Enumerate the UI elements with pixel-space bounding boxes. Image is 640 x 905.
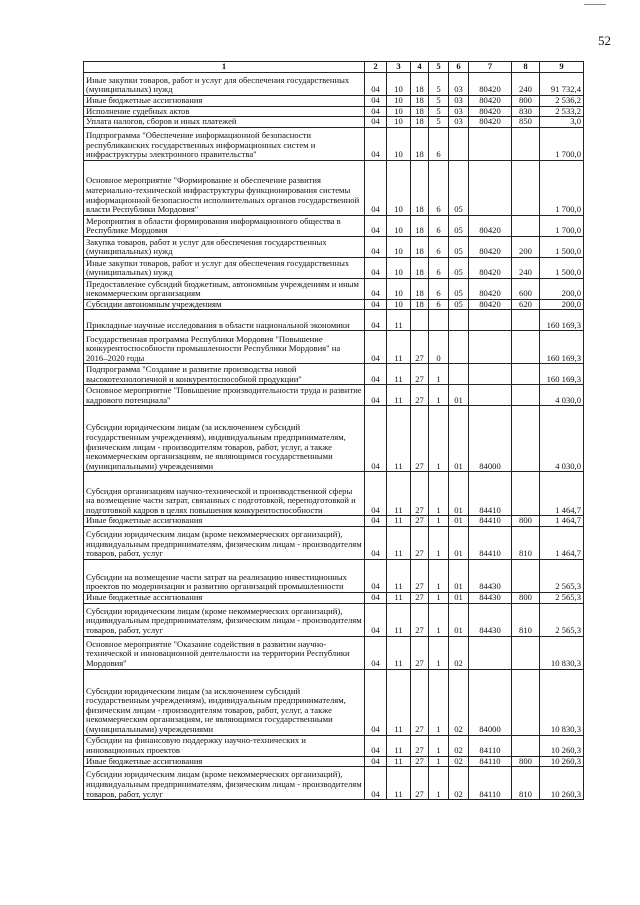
code-2-cell: 04 [365,127,387,160]
row-name-cell: Субсидии юридическим лицам (кроме некоммерческих организаций), индивидуальным предпринимателям, физическим лицам - производителям товаров, работ, услуг [84,526,365,559]
code-7-cell [469,385,512,406]
code-4-cell: 18 [411,236,429,257]
code-6-cell: 02 [449,636,469,669]
code-4-cell: 27 [411,472,429,516]
code-6-cell: 01 [449,603,469,636]
code-3-cell: 11 [387,331,411,364]
code-5-cell: 5 [429,117,449,128]
row-name-cell: Иные закупки товаров, работ и услуг для обеспечения государственных (муниципальных) нужд [84,73,365,96]
code-7-cell: 84410 [469,526,512,559]
code-8-cell [512,406,540,472]
code-6-cell: 03 [449,117,469,128]
code-3-cell: 11 [387,472,411,516]
row-name-cell: Субсидии на финансовую поддержку научно-технических и инновационных проектов [84,735,365,756]
table-row [84,636,584,669]
code-5-cell: 1 [429,603,449,636]
code-4-cell: 27 [411,385,429,406]
code-2-cell: 04 [365,236,387,257]
row-name-cell: Основное мероприятие "Повышение производительности труда и развитие кадрового потенциала" [84,385,365,406]
code-3-cell: 10 [387,299,411,310]
code-3-cell: 11 [387,735,411,756]
code-8-cell [512,669,540,735]
code-2-cell: 04 [365,385,387,406]
row-name-cell: Иные бюджетные ассигнования [84,592,365,603]
code-7-cell [469,160,512,215]
code-2-cell: 04 [365,278,387,299]
code-3-cell: 11 [387,364,411,385]
code-7-cell: 80420 [469,215,512,236]
row-name-cell: Субсидия организациям научно-технической и производственной сферы на возмещение части затрат, связанных с подготовкой, переподготовкой и подготовкой кадров в целях повышения конкурентоспособности [84,472,365,516]
code-8-cell [512,215,540,236]
code-6-cell: 05 [449,257,469,278]
code-5-cell: 6 [429,236,449,257]
code-6-cell: 01 [449,516,469,527]
code-8-cell: 800 [512,756,540,767]
amount-cell: 2 533,2 [540,106,584,117]
code-5-cell: 1 [429,636,449,669]
code-7-cell: 80420 [469,73,512,96]
code-8-cell [512,472,540,516]
table-row [84,73,584,96]
code-7-cell: 80420 [469,257,512,278]
table-body [84,73,584,800]
table-row [84,310,584,331]
amount-cell: 1 464,7 [540,472,584,516]
code-3-cell: 10 [387,278,411,299]
code-7-cell [469,636,512,669]
table-row [84,236,584,257]
code-8-cell [512,310,540,331]
code-7-cell: 84430 [469,603,512,636]
code-8-cell: 850 [512,117,540,128]
code-6-cell [449,331,469,364]
code-2-cell: 04 [365,756,387,767]
code-8-cell: 800 [512,96,540,107]
code-3-cell: 10 [387,96,411,107]
code-7-cell [469,310,512,331]
table-row [84,669,584,735]
code-3-cell: 11 [387,526,411,559]
code-7-cell: 84000 [469,669,512,735]
code-4-cell: 27 [411,516,429,527]
code-8-cell [512,127,540,160]
code-8-cell [512,559,540,592]
code-2-cell: 04 [365,96,387,107]
code-2-cell: 04 [365,603,387,636]
row-name-cell: Иные бюджетные ассигнования [84,516,365,527]
code-7-cell: 80420 [469,299,512,310]
code-8-cell: 240 [512,73,540,96]
code-6-cell: 01 [449,592,469,603]
code-7-cell [469,364,512,385]
table-row [84,767,584,800]
code-5-cell: 5 [429,73,449,96]
row-name-cell: Иные бюджетные ассигнования [84,756,365,767]
code-2-cell: 04 [365,106,387,117]
code-6-cell: 01 [449,526,469,559]
code-2-cell: 04 [365,310,387,331]
header-cell: 9 [540,62,584,73]
code-7-cell: 84110 [469,756,512,767]
code-5-cell: 1 [429,767,449,800]
code-4-cell: 18 [411,127,429,160]
table-row [84,364,584,385]
code-2-cell: 04 [365,592,387,603]
header-cell: 3 [387,62,411,73]
amount-cell: 10 260,3 [540,756,584,767]
code-7-cell: 84430 [469,592,512,603]
code-5-cell: 0 [429,331,449,364]
table-row [84,299,584,310]
amount-cell: 3,0 [540,117,584,128]
code-8-cell [512,735,540,756]
code-6-cell: 05 [449,299,469,310]
code-2-cell: 04 [365,636,387,669]
code-8-cell: 810 [512,603,540,636]
code-3-cell: 10 [387,160,411,215]
code-3-cell: 11 [387,767,411,800]
row-name-cell: Субсидии юридическим лицам (за исключением субсидий государственным учреждениям), индивидуальным предпринимателям, физическим лицам - производителям товаров, работ, услуг, а также некоммерческим организациям, не являющимся государственными (муниципальными) учреждениями [84,406,365,472]
amount-cell: 10 260,3 [540,767,584,800]
code-4-cell: 18 [411,299,429,310]
header-cell: 8 [512,62,540,73]
amount-cell: 1 500,0 [540,236,584,257]
code-8-cell: 240 [512,257,540,278]
code-3-cell: 11 [387,406,411,472]
row-name-cell: Иные бюджетные ассигнования [84,96,365,107]
table-row [84,215,584,236]
code-5-cell: 5 [429,96,449,107]
code-3-cell: 10 [387,106,411,117]
amount-cell: 160 169,3 [540,310,584,331]
code-6-cell: 02 [449,767,469,800]
code-3-cell: 11 [387,669,411,735]
header-cell: 1 [84,62,365,73]
code-8-cell [512,331,540,364]
table-row [84,96,584,107]
amount-cell: 4 030,0 [540,406,584,472]
row-name-cell: Подпрограмма "Создание и развитие производства новой высокотехнологичной и конкурентоспособной продукции" [84,364,365,385]
code-6-cell [449,127,469,160]
row-name-cell: Основное мероприятие "Формирование и обеспечение развития материально-технической инфраструктуры функционирования системы информационной безопасности исполнительных органов государственной власти Республики Мордовия" [84,160,365,215]
code-2-cell: 04 [365,117,387,128]
code-7-cell: 80420 [469,117,512,128]
code-8-cell: 810 [512,526,540,559]
code-5-cell: 1 [429,559,449,592]
code-4-cell: 27 [411,636,429,669]
code-6-cell: 01 [449,406,469,472]
code-4-cell: 18 [411,106,429,117]
row-name-cell: Подпрограмма "Обеспечение информационной безопасности республиканских государственных информационных систем и инфраструктуры электронного правительства" [84,127,365,160]
scan-mark [584,4,606,5]
table-row [84,127,584,160]
amount-cell: 2 565,3 [540,559,584,592]
code-2-cell: 04 [365,215,387,236]
table-row [84,278,584,299]
row-name-cell: Уплата налогов, сборов и иных платежей [84,117,365,128]
row-name-cell: Закупка товаров, работ и услуг для обеспечения государственных (муниципальных) нужд [84,236,365,257]
table-row [84,516,584,527]
table-row [84,117,584,128]
table-row [84,592,584,603]
table-row [84,106,584,117]
table-row [84,756,584,767]
code-6-cell: 05 [449,278,469,299]
code-2-cell: 04 [365,160,387,215]
amount-cell: 1 700,0 [540,160,584,215]
code-5-cell: 1 [429,756,449,767]
code-2-cell: 04 [365,767,387,800]
code-8-cell: 800 [512,516,540,527]
code-5-cell: 6 [429,299,449,310]
code-3-cell: 11 [387,603,411,636]
code-8-cell: 830 [512,106,540,117]
code-7-cell: 80420 [469,236,512,257]
amount-cell: 200,0 [540,278,584,299]
code-4-cell: 18 [411,73,429,96]
code-3-cell: 10 [387,127,411,160]
code-4-cell: 18 [411,160,429,215]
code-6-cell: 02 [449,669,469,735]
code-7-cell: 80420 [469,278,512,299]
code-5-cell: 1 [429,472,449,516]
code-6-cell: 05 [449,236,469,257]
code-7-cell: 84430 [469,559,512,592]
code-6-cell: 03 [449,73,469,96]
code-4-cell: 18 [411,96,429,107]
amount-cell: 1 464,7 [540,516,584,527]
code-5-cell: 5 [429,106,449,117]
code-2-cell: 04 [365,735,387,756]
code-2-cell: 04 [365,516,387,527]
table-row [84,559,584,592]
code-5-cell: 1 [429,516,449,527]
amount-cell: 1 700,0 [540,127,584,160]
header-cell: 2 [365,62,387,73]
code-6-cell: 02 [449,735,469,756]
amount-cell: 91 732,4 [540,73,584,96]
code-4-cell: 27 [411,603,429,636]
code-5-cell: 6 [429,160,449,215]
table-row [84,160,584,215]
code-5-cell: 6 [429,257,449,278]
code-4-cell: 18 [411,215,429,236]
code-2-cell: 04 [365,669,387,735]
code-7-cell: 80420 [469,96,512,107]
code-8-cell: 200 [512,236,540,257]
row-name-cell: Субсидии автономным учреждениям [84,299,365,310]
amount-cell: 1 464,7 [540,526,584,559]
code-6-cell [449,364,469,385]
code-3-cell: 10 [387,73,411,96]
code-5-cell: 1 [429,592,449,603]
header-cell: 7 [469,62,512,73]
table-row [84,331,584,364]
code-4-cell: 27 [411,331,429,364]
code-7-cell: 80420 [469,106,512,117]
code-7-cell [469,127,512,160]
code-3-cell: 11 [387,310,411,331]
code-2-cell: 04 [365,331,387,364]
amount-cell: 2 565,3 [540,592,584,603]
code-7-cell: 84410 [469,472,512,516]
amount-cell: 1 500,0 [540,257,584,278]
code-4-cell: 27 [411,592,429,603]
row-name-cell: Иные закупки товаров, работ и услуг для обеспечения государственных (муниципальных) нужд [84,257,365,278]
code-2-cell: 04 [365,526,387,559]
code-3-cell: 10 [387,257,411,278]
code-2-cell: 04 [365,299,387,310]
row-name-cell: Прикладные научные исследования в области национальной экономики [84,310,365,331]
amount-cell: 10 260,3 [540,735,584,756]
amount-cell: 1 700,0 [540,215,584,236]
code-6-cell: 01 [449,472,469,516]
amount-cell: 200,0 [540,299,584,310]
row-name-cell: Государственная программа Республики Мордовия "Повышение конкурентоспособности промышленности Республики Мордовия" на 2016–2020 годы [84,331,365,364]
code-2-cell: 04 [365,73,387,96]
code-5-cell [429,310,449,331]
code-4-cell: 18 [411,278,429,299]
code-5-cell: 6 [429,215,449,236]
page-number: 52 [598,33,611,48]
code-7-cell [469,331,512,364]
table-row [84,257,584,278]
row-name-cell: Исполнение судебных актов [84,106,365,117]
table-header-row [84,62,584,73]
code-8-cell [512,160,540,215]
code-3-cell: 11 [387,592,411,603]
code-5-cell: 6 [429,278,449,299]
code-4-cell: 27 [411,526,429,559]
amount-cell: 10 830,3 [540,669,584,735]
code-6-cell: 02 [449,756,469,767]
amount-cell: 160 169,3 [540,331,584,364]
amount-cell: 10 830,3 [540,636,584,669]
budget-table [83,61,584,800]
table-row [84,406,584,472]
row-name-cell: Субсидии на возмещение части затрат на реализацию инвестиционных проектов по модернизации и развитию организаций промышленности [84,559,365,592]
code-2-cell: 04 [365,559,387,592]
code-6-cell: 05 [449,160,469,215]
code-5-cell: 1 [429,526,449,559]
code-8-cell: 810 [512,767,540,800]
code-4-cell: 27 [411,669,429,735]
code-7-cell: 84000 [469,406,512,472]
amount-cell: 4 030,0 [540,385,584,406]
code-4-cell: 27 [411,756,429,767]
row-name-cell: Субсидии юридическим лицам (за исключением субсидий государственным учреждениям), индивидуальным предпринимателям, физическим лицам - производителям товаров, работ, услуг, а также некоммерческим организациям, не являющимся государственными (муниципальными) учреждениями [84,669,365,735]
header-cell: 6 [449,62,469,73]
code-6-cell: 05 [449,215,469,236]
table-row [84,385,584,406]
code-6-cell: 03 [449,106,469,117]
code-6-cell: 01 [449,385,469,406]
row-name-cell: Субсидии юридическим лицам (кроме некоммерческих организаций), индивидуальным предпринимателям, физическим лицам - производителям товаров, работ, услуг [84,603,365,636]
header-cell: 4 [411,62,429,73]
code-5-cell: 6 [429,127,449,160]
code-5-cell: 1 [429,364,449,385]
amount-cell: 2 565,3 [540,603,584,636]
code-6-cell [449,310,469,331]
code-4-cell: 27 [411,406,429,472]
code-5-cell: 1 [429,669,449,735]
code-5-cell: 1 [429,385,449,406]
code-6-cell: 01 [449,559,469,592]
code-6-cell: 03 [449,96,469,107]
code-4-cell: 18 [411,117,429,128]
code-3-cell: 10 [387,117,411,128]
table-row [84,472,584,516]
table-row [84,603,584,636]
code-3-cell: 11 [387,636,411,669]
code-8-cell [512,364,540,385]
code-8-cell [512,385,540,406]
code-7-cell: 84110 [469,735,512,756]
code-7-cell: 84110 [469,767,512,800]
code-4-cell: 18 [411,257,429,278]
amount-cell: 160 169,3 [540,364,584,385]
row-name-cell: Субсидии юридическим лицам (кроме некоммерческих организаций), индивидуальным предпринимателям, физическим лицам - производителям товаров, работ, услуг [84,767,365,800]
code-3-cell: 11 [387,516,411,527]
code-5-cell: 1 [429,735,449,756]
table-row [84,735,584,756]
code-8-cell: 620 [512,299,540,310]
code-3-cell: 10 [387,215,411,236]
code-3-cell: 10 [387,236,411,257]
code-3-cell: 11 [387,559,411,592]
code-2-cell: 04 [365,472,387,516]
code-2-cell: 04 [365,364,387,385]
code-2-cell: 04 [365,257,387,278]
table-row [84,526,584,559]
row-name-cell: Предоставление субсидий бюджетным, автономным учреждениям и иным некоммерческим организациям [84,278,365,299]
code-3-cell: 11 [387,385,411,406]
header-cell: 5 [429,62,449,73]
row-name-cell: Мероприятия в области формирования информационного общества в Республике Мордовия [84,215,365,236]
code-4-cell [411,310,429,331]
code-5-cell: 1 [429,406,449,472]
code-4-cell: 27 [411,767,429,800]
code-7-cell: 84410 [469,516,512,527]
code-8-cell: 800 [512,592,540,603]
code-4-cell: 27 [411,364,429,385]
code-4-cell: 27 [411,559,429,592]
code-8-cell [512,636,540,669]
code-3-cell: 11 [387,756,411,767]
amount-cell: 2 536,2 [540,96,584,107]
code-4-cell: 27 [411,735,429,756]
row-name-cell: Основное мероприятие "Оказание содействия в развитии научно-технической и инновационной деятельности на территории Республики Мордовия" [84,636,365,669]
code-2-cell: 04 [365,406,387,472]
code-8-cell: 600 [512,278,540,299]
